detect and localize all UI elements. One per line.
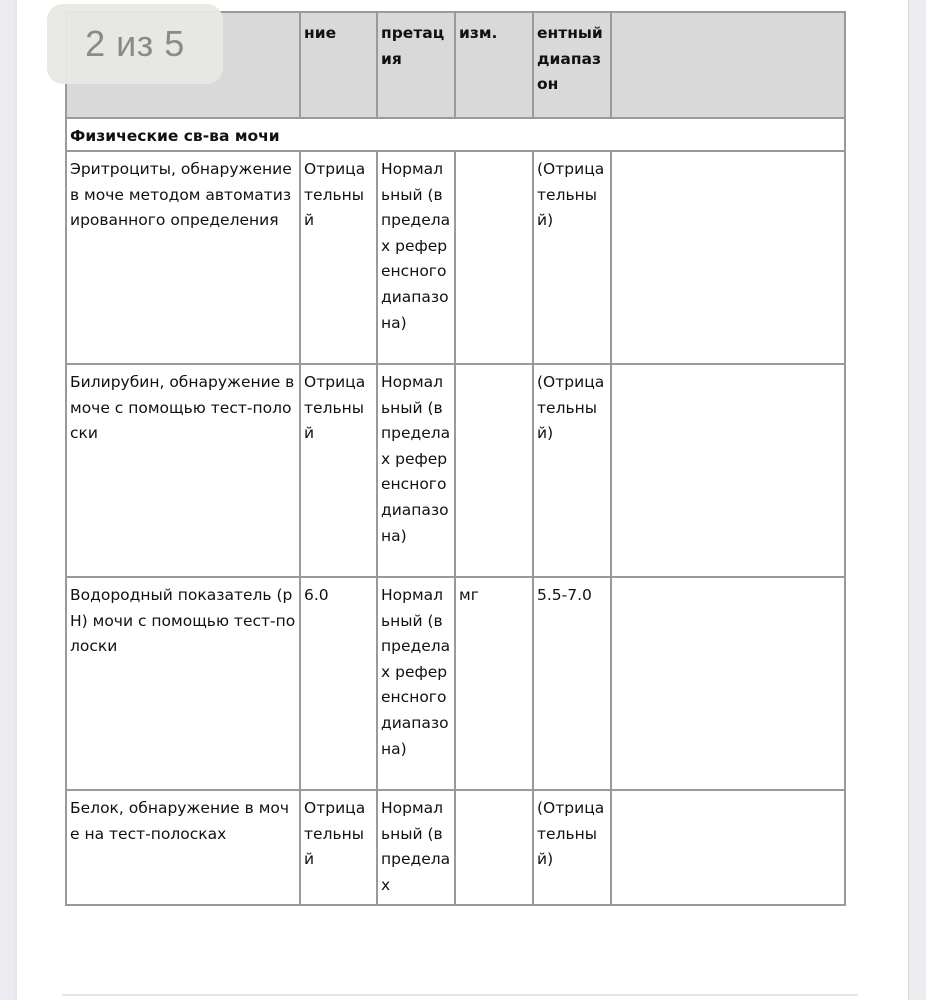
table-row [66,364,845,577]
cell-interpretation: Нормальный (в пределах референсного диапазона) [377,577,455,790]
header-cell-reference: ентный диапазон [533,12,611,118]
cell-reference: (Отрицательный) [533,364,611,577]
cell-unit [455,364,533,577]
cell-reference: 5.5-7.0 [533,577,611,790]
cell-comment [611,790,845,905]
cell-name: Белок, обнаружение в моче на тест-полосках [66,790,300,905]
table-row [66,577,845,790]
table-row [66,790,845,905]
lab-results-table [65,11,846,906]
page-indicator: 2 из 5 [47,4,223,84]
cell-unit [455,151,533,364]
header-cell-unit: изм. [455,12,533,118]
cell-comment [611,364,845,577]
page-divider [62,994,858,996]
header-cell-comment [611,12,845,118]
cell-name: Эритроциты, обнаружение в моче методом автоматизированного определения [66,151,300,364]
cell-result: Отрицательный [300,151,377,364]
cell-result: Отрицательный [300,790,377,905]
cell-result: 6.0 [300,577,377,790]
cell-comment [611,577,845,790]
header-cell-interpretation: претация [377,12,455,118]
cell-unit [455,790,533,905]
cell-reference: (Отрицательный) [533,151,611,364]
section-row [66,118,845,151]
cell-reference: (Отрицательный) [533,790,611,905]
table-row [66,151,845,364]
header-cell-result: ние [300,12,377,118]
cell-interpretation: Нормальный (в пределах референсного диапазона) [377,364,455,577]
cell-name: Водородный показатель (pH) мочи с помощью тест-полоски [66,577,300,790]
cell-interpretation: Нормальный (в пределах [377,790,455,905]
section-title: Физические св-ва мочи [66,118,845,151]
cell-interpretation: Нормальный (в пределах референсного диапазона) [377,151,455,364]
cell-name: Билирубин, обнаружение в моче с помощью тест-полоски [66,364,300,577]
cell-unit: мг [455,577,533,790]
cell-result: Отрицательный [300,364,377,577]
document-page [17,0,908,1000]
viewer-gutter [908,0,926,1000]
cell-comment [611,151,845,364]
